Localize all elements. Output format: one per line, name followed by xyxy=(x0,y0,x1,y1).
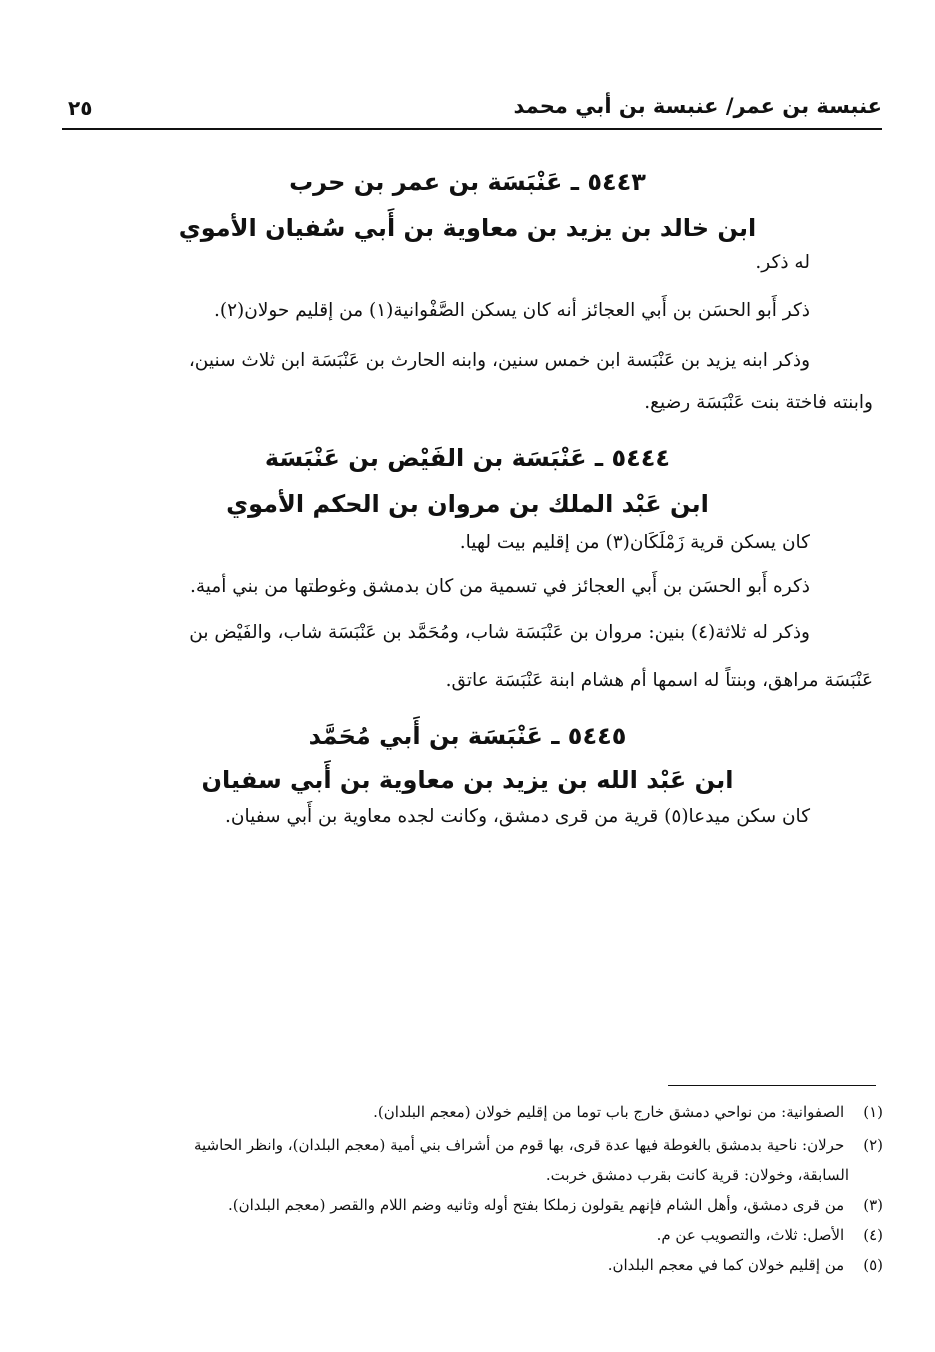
footnote xyxy=(194,1136,883,1154)
footnote-text: من إقليم خولان كما في معجم البلدان. xyxy=(607,1256,845,1274)
entry-5443-line: وابنته فاختة بنت عَنْبَسَة رضيع. xyxy=(644,392,873,413)
entry-5443-line: له ذكر. xyxy=(755,252,810,273)
footnote-text: من قرى دمشق، وأهل الشام فإنهم يقولون زملكا بفتح أوله وثانيه وضم اللام والقصر (معجم البلدان). xyxy=(227,1196,845,1214)
footnote-number: (٢) xyxy=(863,1136,883,1154)
footnote-text: الصفوانية: من نواحي دمشق خارج باب توما من إقليم خولان (معجم البلدان). xyxy=(373,1103,845,1121)
footnote-text: الأصل: ثلاث، والتصويب عن م. xyxy=(656,1226,845,1244)
entry-5443-lineage: ابن خالد بن يزيد بن معاوية بن أَبي سُفيان الأموي xyxy=(178,214,757,242)
footnote-number: (١) xyxy=(863,1103,883,1121)
entry-5443-heading: ٥٤٤٣ ـ عَنْبَسَة بن عمر بن حرب xyxy=(289,168,646,196)
footnote xyxy=(228,1196,883,1214)
footnote xyxy=(373,1103,883,1121)
entry-5445-lineage: ابن عَبْد الله بن يزيد بن معاوية بن أَبي سفيان xyxy=(201,766,734,794)
entry-5444-heading: ٥٤٤٤ ـ عَنْبَسَة بن الفَيْض بن عَنْبَسَة xyxy=(264,444,671,472)
footnote-number: (٤) xyxy=(863,1226,883,1244)
entry-5444-line: وذكر له ثلاثة(٤) بنين: مروان بن عَنْبَسَة شاب، ومُحَمَّد بن عَنْبَسَة شاب، والفَيْض بن xyxy=(189,622,810,643)
footnote-number: (٥) xyxy=(863,1256,883,1274)
entry-5443-line: وذكر ابنه يزيد بن عَنْبَسة ابن خمس سنين، وابنه الحارث بن عَنْبَسَة ابن ثلاث سنين، xyxy=(188,350,810,371)
entry-5444-line: كان يسكن قرية زَمْلَكَان(٣) من إقليم بيت لهيا. xyxy=(459,532,810,553)
footnote-text: حرلان: ناحية بدمشق بالغوطة فيها عدة قرى، بها قوم من أشراف بني أمية (معجم البلدان)، وانظر الحاشية xyxy=(193,1136,845,1154)
footnote-continuation: السابقة، وخولان: قرية كانت بقرب دمشق خربت. xyxy=(545,1166,849,1184)
entry-5444-line: ذكره أَبو الحسَن بن أَبي العجائز في تسمية من كان بدمشق وغوطتها من بني أمية. xyxy=(189,576,810,597)
entry-5443-line: ذكر أَبو الحسَن بن أَبي العجائز أنه كان يسكن الصَّفْوانية(١) من إقليم حولان(٢). xyxy=(213,300,810,321)
footnote xyxy=(657,1226,883,1244)
running-title: عنبسة بن عمر/ عنبسة بن أبي محمد xyxy=(513,94,882,118)
page-header xyxy=(62,92,882,130)
footnote-number: (٣) xyxy=(863,1196,883,1214)
footnote xyxy=(608,1256,883,1274)
entry-5444-line: عَنْبَسَة مراهق، وبنتاً له اسمها أم هشام ابنة عَنْبَسَة عاتق. xyxy=(445,670,873,691)
footnote-rule xyxy=(668,1085,876,1086)
entry-5445-line: كان سكن ميدعا(٥) قرية من قرى دمشق، وكانت لجده معاوية بن أَبي سفيان. xyxy=(225,806,810,827)
entry-5444-lineage: ابن عَبْد الملك بن مروان بن الحكم الأموي xyxy=(226,490,709,518)
page-number: ٢٥ xyxy=(68,96,93,120)
entry-5445-heading: ٥٤٤٥ ـ عَنْبَسَة بن أَبي مُحَمَّد xyxy=(308,722,627,750)
